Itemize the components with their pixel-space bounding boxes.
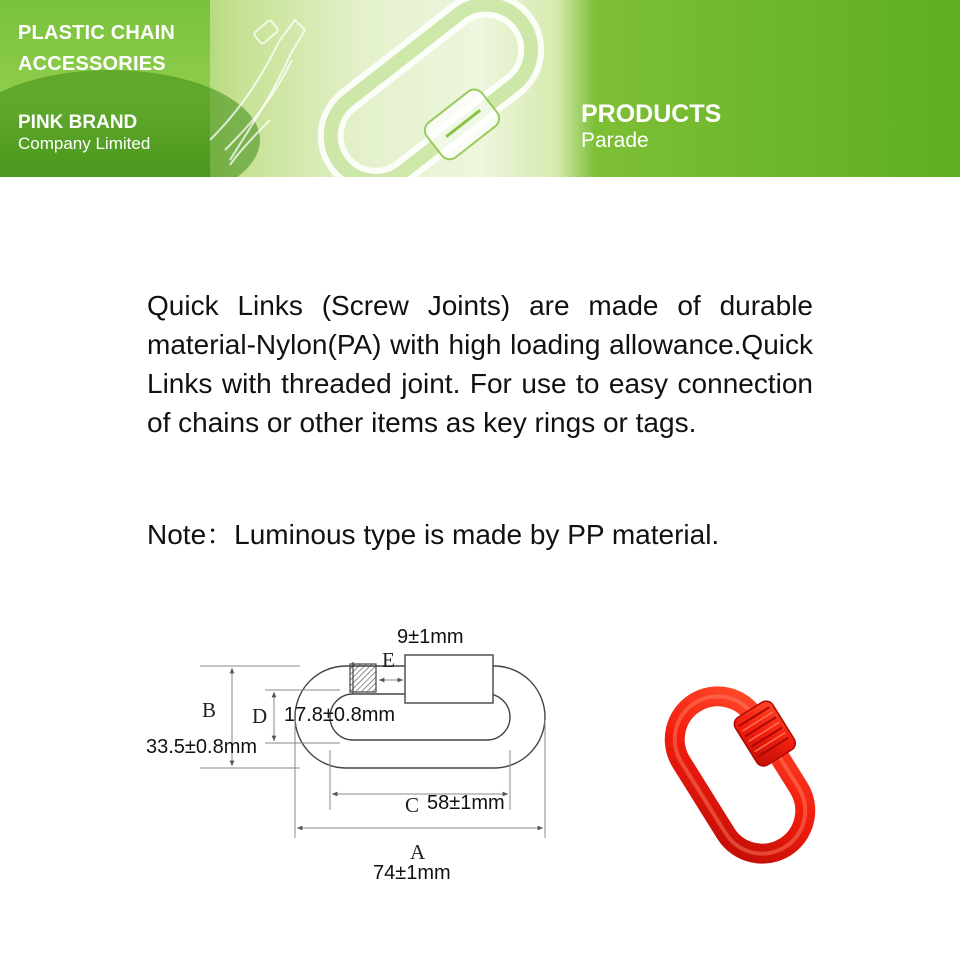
banner-chain-illustration [200, 0, 570, 177]
brand-name: PINK BRAND [18, 112, 138, 133]
dim-e-value: 9±1mm [397, 626, 464, 648]
banner-title-line1: PLASTIC CHAIN [18, 22, 176, 44]
dim-d-value: 17.8±0.8mm [284, 704, 396, 726]
dim-e-letter: E [382, 648, 395, 672]
banner-title [18, 18, 175, 80]
dim-a-letter: A [410, 840, 426, 864]
red-quick-link-image [640, 680, 840, 870]
banner-title-line2: ACCESSORIES [18, 53, 166, 75]
section-title: PRODUCTS [581, 100, 722, 128]
hatched-gap [350, 664, 376, 692]
dim-c-value: 58±1mm [427, 792, 505, 814]
dim-b-value: 33.5±0.8mm [146, 736, 258, 758]
brand-company: Company Limited [18, 134, 151, 153]
section-subtitle: Parade [581, 129, 649, 152]
product-description: Quick Links (Screw Joints) are made of durable material-Nylon(PA) with high loading allowance.Quick Links with threaded joint. For use to easy connection of chains or other items as key rings or tags. [147, 290, 813, 438]
header-banner [0, 0, 960, 177]
dim-a-value: 74±1mm [373, 862, 451, 884]
dim-d-letter: D [252, 704, 268, 728]
dim-c-letter: C [405, 793, 420, 817]
material-note: Note：Luminous type is made by PP material. [147, 519, 720, 550]
screw-sleeve [405, 655, 493, 703]
dim-b-letter: B [202, 698, 217, 722]
dimension-drawing [0, 600, 600, 900]
